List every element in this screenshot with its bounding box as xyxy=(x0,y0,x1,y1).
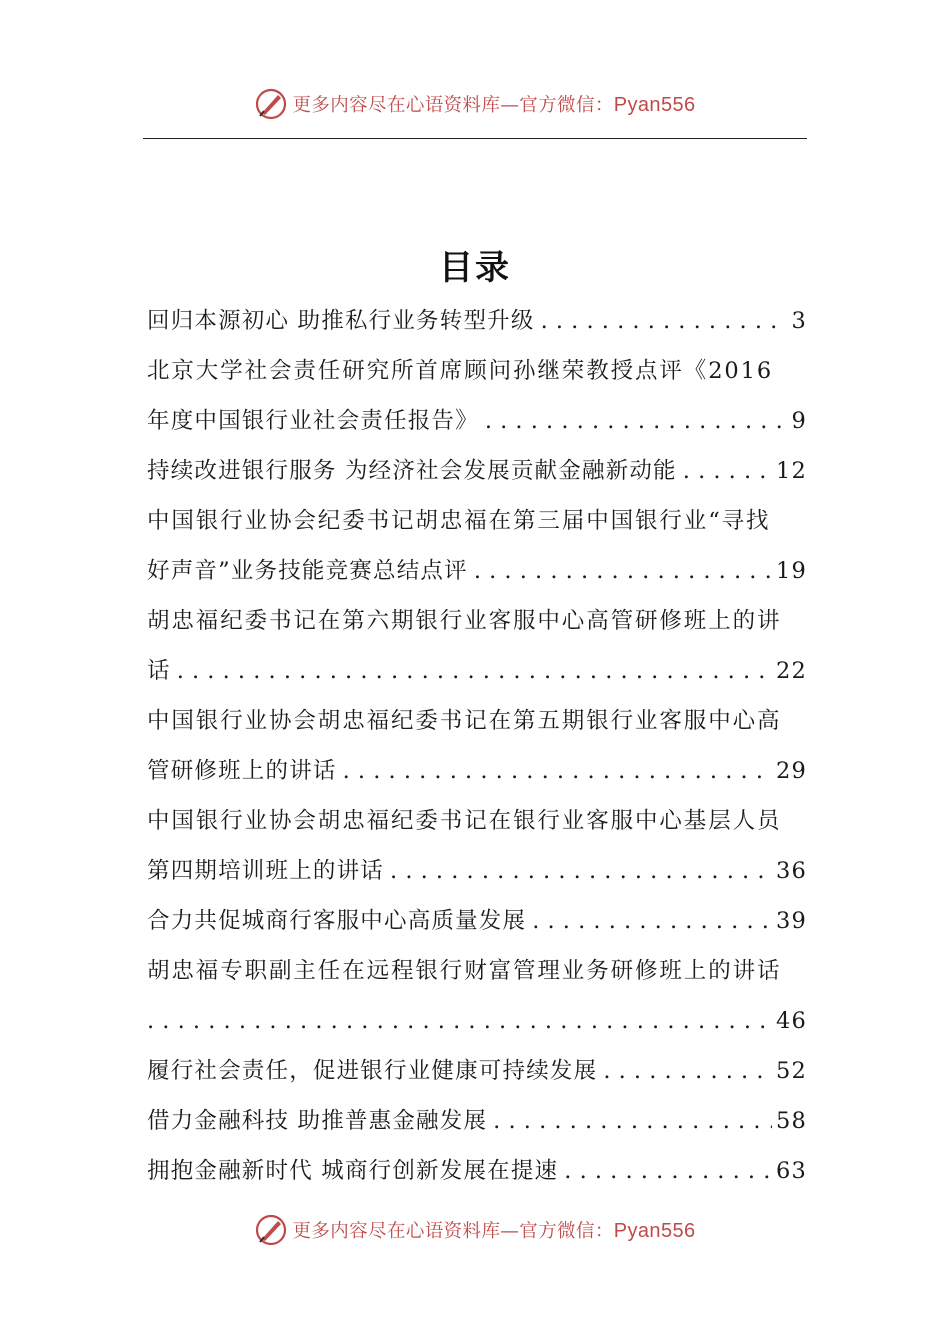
toc-entry-title: 合力共促城商行客服中心高质量发展 xyxy=(147,908,527,934)
toc-entry-line xyxy=(147,896,807,946)
toc-entry-line xyxy=(147,796,807,846)
toc-page-number: 22 xyxy=(775,658,807,684)
toc-entry-line xyxy=(147,546,807,596)
footer-banner-text: 更多内容尽在心语资料库—官方微信：Pyan556 xyxy=(292,1220,696,1242)
toc-entry-line xyxy=(147,296,807,346)
quill-logo-icon xyxy=(254,1213,288,1247)
toc-entry-title: 回归本源初心 助推私行业务转型升级 xyxy=(147,308,535,334)
toc-entry-line xyxy=(147,496,807,546)
toc-entry-title: 中国银行业协会胡忠福纪委书记在银行业客服中心基层人员 xyxy=(147,808,782,834)
toc-leader-dots xyxy=(390,846,772,896)
toc-entry-title: 拥抱金融新时代 城商行创新发展在提速 xyxy=(147,1158,559,1184)
toc-leader-dots xyxy=(603,1046,772,1096)
toc-leader-dots xyxy=(564,1146,772,1196)
header-banner xyxy=(0,82,950,126)
toc-entry-line xyxy=(147,396,807,446)
toc-leader-dots xyxy=(541,296,788,346)
toc-entry-line xyxy=(147,646,807,696)
toc-page-number: 36 xyxy=(775,858,807,884)
toc-entry-title: 借力金融科技 助推普惠金融发展 xyxy=(147,1108,488,1134)
toc-page-number: 46 xyxy=(775,1008,807,1034)
toc-entry-title: 北京大学社会责任研究所首席顾问孙继荣教授点评《2016 xyxy=(147,358,774,384)
toc-entry-title: 管研修班上的讲话 xyxy=(147,758,337,784)
toc-leader-dots xyxy=(493,1096,772,1146)
toc-page-number: 29 xyxy=(775,758,807,784)
toc-page-number: 39 xyxy=(775,908,807,934)
toc-entry-title: 中国银行业协会胡忠福纪委书记在第五期银行业客服中心高 xyxy=(147,708,782,734)
toc-page-number: 9 xyxy=(791,408,807,434)
toc-title: 目录 xyxy=(439,248,511,288)
toc-list xyxy=(147,296,807,1196)
toc-entry-title: 胡忠福纪委书记在第六期银行业客服中心高管研修班上的讲 xyxy=(147,608,782,634)
toc-entry-line xyxy=(147,446,807,496)
header-rule xyxy=(143,138,807,139)
quill-logo-icon xyxy=(254,87,288,121)
toc-entry-title: 持续改进银行服务 为经济社会发展贡献金融新动能 xyxy=(147,458,677,484)
toc-page-number: 63 xyxy=(775,1158,807,1184)
toc-leader-dots xyxy=(147,996,772,1046)
toc-entry-title: 胡忠福专职副主任在远程银行财富管理业务研修班上的讲话 xyxy=(147,958,782,984)
toc-entry-line xyxy=(147,696,807,746)
toc-entry-line xyxy=(147,596,807,646)
toc-page-number: 3 xyxy=(791,308,807,334)
toc-entry-line xyxy=(147,1146,807,1196)
toc-entry-title: 履行社会责任，促进银行业健康可持续发展 xyxy=(147,1058,598,1084)
toc-leader-dots xyxy=(532,896,772,946)
toc-entry-line xyxy=(147,946,807,996)
toc-entry-line xyxy=(147,996,807,1046)
toc-entry-line xyxy=(147,1096,807,1146)
toc-leader-dots xyxy=(474,546,772,596)
toc-entry-title: 中国银行业协会纪委书记胡忠福在第三届中国银行业“寻找 xyxy=(147,508,771,534)
header-banner-text: 更多内容尽在心语资料库—官方微信：Pyan556 xyxy=(292,94,696,116)
toc-entry-line xyxy=(147,1046,807,1096)
footer-banner xyxy=(0,1208,950,1252)
toc-leader-dots xyxy=(343,746,772,796)
toc-page-number: 19 xyxy=(775,558,807,584)
toc-leader-dots xyxy=(485,396,788,446)
toc-entry-line xyxy=(147,346,807,396)
toc-leader-dots xyxy=(177,646,772,696)
toc-entry-title: 话 xyxy=(147,658,171,684)
toc-entry-title: 第四期培训班上的讲话 xyxy=(147,858,385,884)
toc-page-number: 58 xyxy=(775,1108,807,1134)
toc-entry-title: 好声音”业务技能竞赛总结点评 xyxy=(147,558,468,584)
toc-page-number: 52 xyxy=(775,1058,807,1084)
toc-page-number: 12 xyxy=(775,458,807,484)
toc-leader-dots xyxy=(683,446,772,496)
toc-entry-line xyxy=(147,746,807,796)
toc-entry-title: 年度中国银行业社会责任报告》 xyxy=(147,408,479,434)
toc-entry-line xyxy=(147,846,807,896)
